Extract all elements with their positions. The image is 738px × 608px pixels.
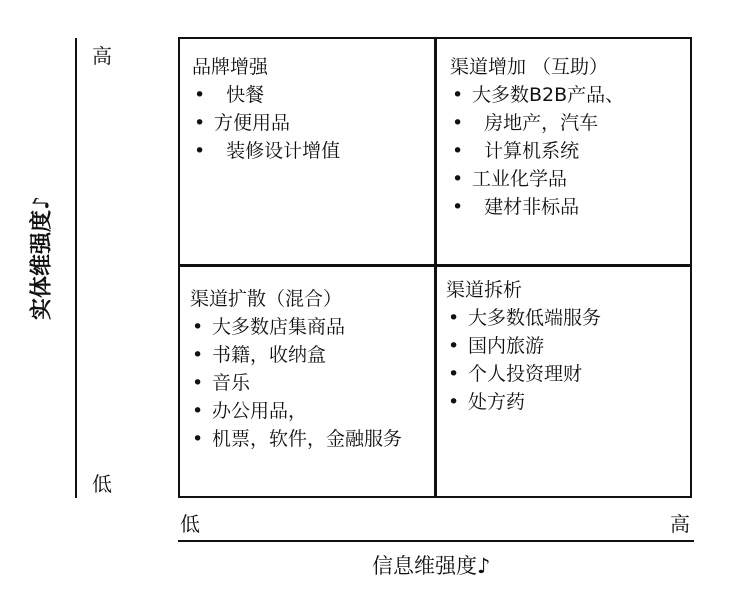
list-item: • 机票，软件，金融服务 bbox=[190, 425, 426, 453]
quadrant-list bbox=[450, 81, 686, 221]
list-item: • 方便用品 bbox=[192, 109, 428, 137]
matrix-vertical-divider bbox=[434, 37, 437, 498]
y-axis-title: 实体维强度♪ bbox=[29, 195, 55, 321]
list-item: • 音乐 bbox=[190, 369, 426, 397]
list-item: • 个人投资理财 bbox=[446, 360, 682, 388]
y-axis-line bbox=[75, 38, 77, 498]
bullet-icon: • bbox=[448, 391, 460, 413]
bullet-icon: • bbox=[194, 112, 206, 134]
quadrant-bottom-left bbox=[190, 285, 426, 453]
quadrant-top-left bbox=[192, 53, 428, 165]
bullet-icon: • bbox=[192, 344, 204, 366]
list-item: • 工业化学品 bbox=[450, 165, 686, 193]
x-axis-title: 信息维强度♪ bbox=[372, 554, 491, 578]
bullet-icon: • bbox=[194, 140, 206, 162]
bullet-icon: • bbox=[452, 112, 464, 134]
bullet-icon: • bbox=[192, 316, 204, 338]
bullet-icon: • bbox=[192, 428, 204, 450]
x-axis-high-label: 高 bbox=[670, 512, 690, 536]
bullet-icon: • bbox=[192, 400, 204, 422]
bullet-icon: • bbox=[448, 335, 460, 357]
list-item: • 处方药 bbox=[446, 388, 682, 416]
list-item: • 大多数B2B产品、 bbox=[450, 81, 686, 109]
x-axis-line bbox=[178, 540, 694, 542]
quadrant-list bbox=[190, 313, 426, 453]
list-item: • 国内旅游 bbox=[446, 332, 682, 360]
bullet-icon: • bbox=[452, 196, 464, 218]
bullet-icon: • bbox=[448, 307, 460, 329]
list-item: • 计算机系统 bbox=[450, 137, 686, 165]
quadrant-list bbox=[446, 304, 682, 416]
list-item: • 建材非标品 bbox=[450, 193, 686, 221]
y-axis-high-label: 高 bbox=[92, 44, 112, 68]
list-item: • 大多数低端服务 bbox=[446, 304, 682, 332]
y-axis-low-label: 低 bbox=[92, 472, 112, 496]
list-item: • 房地产，汽车 bbox=[450, 109, 686, 137]
quadrant-title: 渠道扩散（混合） bbox=[190, 288, 343, 310]
x-axis-low-label: 低 bbox=[180, 512, 200, 536]
list-item: • 办公用品， bbox=[190, 397, 426, 425]
quadrant-title: 渠道增加 （互助） bbox=[450, 56, 609, 78]
list-item: • 书籍，收纳盒 bbox=[190, 341, 426, 369]
quadrant-top-right bbox=[450, 53, 686, 221]
quadrant-bottom-right bbox=[446, 276, 682, 416]
matrix-horizontal-divider bbox=[178, 264, 692, 267]
bullet-icon: • bbox=[452, 168, 464, 190]
quadrant-list bbox=[192, 81, 428, 165]
bullet-icon: • bbox=[194, 84, 206, 106]
list-item: • 快餐 bbox=[192, 81, 428, 109]
bullet-icon: • bbox=[448, 363, 460, 385]
bullet-icon: • bbox=[452, 84, 464, 106]
list-item: • 装修设计增值 bbox=[192, 137, 428, 165]
quadrant-title: 渠道拆析 bbox=[446, 279, 523, 301]
quadrant-title: 品牌增强 bbox=[192, 56, 269, 78]
bullet-icon: • bbox=[452, 140, 464, 162]
list-item: • 大多数店集商品 bbox=[190, 313, 426, 341]
bullet-icon: • bbox=[192, 372, 204, 394]
